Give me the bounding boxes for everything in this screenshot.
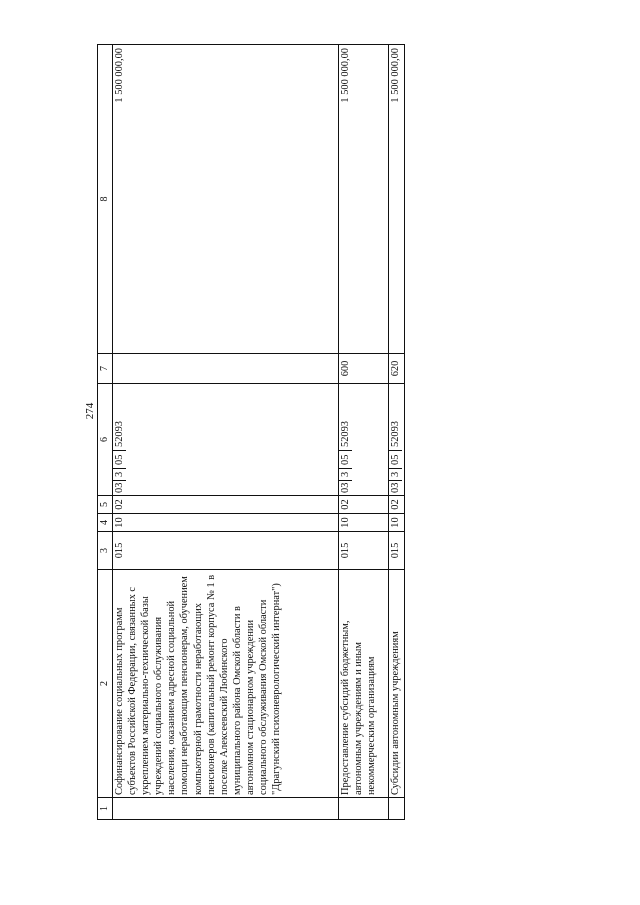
header-cell: 8: [98, 45, 113, 354]
header-cell: 5: [98, 496, 113, 514]
amount: 1 500 000,00: [339, 45, 389, 354]
amount: 1 500 000,00: [113, 45, 339, 354]
header-cell: 7: [98, 354, 113, 384]
subsection-code: 02: [113, 496, 339, 514]
row-name: Софинансирование социальных программ субъектов Российской Федерации, связанных с укреплением материально-технической базы учреждений социального обслуживания населения, оказанием адресной социальной помощи неработающим пенсионерам, обучением компьютерной грамотности неработающих пенсионеров (капитальный ремонт корпуса № 1 в поселке Алексеевский Любинского муниципального района Омской области в автономном стационарном учреждении социального обслуживания Омской области "Драгунский психоневрологический интернат"): [113, 570, 339, 798]
header-row: [98, 45, 113, 820]
row-number-cell: [389, 798, 405, 820]
row-number-cell: [339, 798, 389, 820]
code-part: 05: [389, 451, 402, 469]
header-cell: 4: [98, 514, 113, 532]
amount: 1 500 000,00: [389, 45, 405, 354]
row-number-cell: [113, 798, 339, 820]
code-part: 52093: [389, 386, 402, 451]
section-code: 10: [113, 514, 339, 532]
table-row: [113, 45, 339, 820]
ministry-code: 015: [339, 532, 389, 570]
expense-type-code: 600: [339, 354, 389, 384]
code-part: 3: [389, 469, 402, 481]
code-part: 52093: [113, 386, 126, 451]
table-row: [389, 45, 405, 820]
code-part: 03: [114, 482, 125, 493]
code-part: 05: [113, 451, 126, 469]
section-code: 10: [339, 514, 389, 532]
code-part: 05: [339, 451, 352, 469]
code-part: 03: [340, 482, 351, 493]
header-cell: 3: [98, 532, 113, 570]
code-part: 52093: [339, 386, 352, 451]
expense-type-code: 620: [389, 354, 405, 384]
code-part: 3: [113, 469, 126, 481]
page-number: 274: [84, 402, 96, 420]
subsection-code: 02: [389, 496, 405, 514]
section-code: 10: [389, 514, 405, 532]
subsection-code: 02: [339, 496, 389, 514]
budget-table: [97, 44, 405, 820]
code-part: 3: [339, 469, 352, 481]
target-article-code: [389, 384, 405, 496]
header-cell: 2: [98, 570, 113, 798]
header-cell: 1: [98, 798, 113, 820]
target-article-code: [339, 384, 389, 496]
table-row: [339, 45, 389, 820]
ministry-code: 015: [113, 532, 339, 570]
code-part: 03: [390, 482, 401, 493]
expense-type-code: [113, 354, 339, 384]
header-cell: 6: [98, 384, 113, 496]
row-name: Предоставление субсидий бюджетным, автономным учреждениям и иным некоммерческим организациям: [339, 570, 389, 798]
ministry-code: 015: [389, 532, 405, 570]
target-article-code: [113, 384, 339, 496]
row-name: Субсидии автономным учреждениям: [389, 570, 405, 798]
